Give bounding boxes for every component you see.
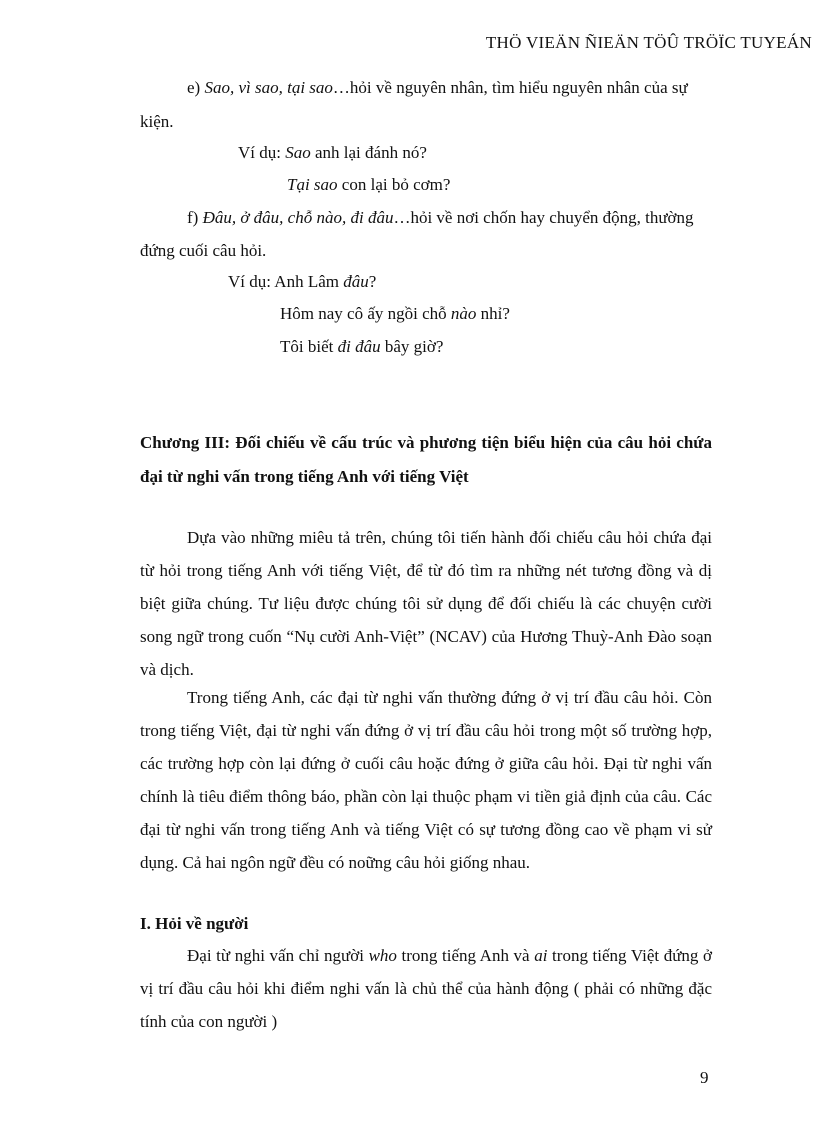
section-f-example-label: Ví dụ: bbox=[228, 272, 275, 291]
section-f-example-1-post: ? bbox=[368, 272, 377, 291]
section-f-example-3-post: bây giờ? bbox=[380, 337, 444, 356]
section-e-label: e) bbox=[187, 78, 205, 97]
section-e-example-1 bbox=[238, 142, 427, 164]
section-e-wrap: kiện. bbox=[140, 112, 174, 131]
section-f-example-2 bbox=[280, 303, 510, 325]
section-f-example-2-post: nhỉ? bbox=[476, 304, 510, 323]
section-1-mid: trong tiếng Anh và bbox=[396, 946, 535, 965]
chapter-heading: Chương III: Đối chiếu về cấu trúc và phương tiện biểu hiện của câu hỏi chứa đại từ nghi vấn trong tiếng Anh với tiếng Việt bbox=[140, 433, 712, 486]
section-1-heading: I. Hỏi về người bbox=[140, 914, 249, 933]
section-f-example-3-italic: đi đâu bbox=[337, 337, 381, 356]
section-f-example-1-italic: đâu bbox=[343, 272, 369, 291]
section-e-paragraph bbox=[140, 71, 712, 104]
section-e-example-1-rest: anh lại đánh nó? bbox=[310, 143, 427, 162]
section-e-example-2-italic: Tại sao bbox=[287, 175, 338, 194]
section-e-rest: …hỏi về nguyên nhân, tìm hiểu nguyên nhân của sự bbox=[332, 78, 688, 97]
section-1-post: trong tiếng Việt đứng ở vị trí đầu câu hỏi khi điểm nghi vấn là chủ thể của hành động ( phải có những đặc tính của con người ) bbox=[140, 946, 712, 1031]
section-f-wrap: đứng cuối câu hỏi. bbox=[140, 241, 267, 260]
section-e-words: Sao, vì sao, tại sao bbox=[204, 78, 333, 97]
paragraph-1: Dựa vào những miêu tả trên, chúng tôi tiến hành đối chiếu câu hỏi chứa đại từ hỏi trong tiếng Anh với tiếng Việt, để từ đó tìm ra những nét tương đồng và dị biệt giữa chúng. Tư liệu được chúng tôi sử dụng để đối chiếu là các chuyện cười song ngữ trong cuốn “Nụ cười Anh-Việt” (NCAV) của Hương Thuỳ-Anh Đào soạn và dịch. bbox=[140, 528, 712, 679]
section-f-example-2-pre: Hôm nay cô ấy ngồi chỗ bbox=[280, 304, 451, 323]
section-f-label: f) bbox=[187, 208, 203, 227]
section-f-words: Đâu, ở đâu, chỗ nào, đi đâu bbox=[202, 208, 394, 227]
section-e-example-1-italic: Sao bbox=[285, 143, 311, 162]
section-e-example-label: Ví dụ: bbox=[238, 143, 286, 162]
section-f-example-3-pre: Tôi biết bbox=[280, 337, 338, 356]
section-e-example-2-rest: con lại bỏ cơm? bbox=[337, 175, 451, 194]
paragraph-2: Trong tiếng Anh, các đại từ nghi vấn thường đứng ở vị trí đầu câu hỏi. Còn trong tiếng Việt, đại từ nghi vấn đứng ở vị trí đầu câu hỏi trong một số trường hợp, các trường hợp còn lại đứng ở cuối câu hoặc đứng ở giữa câu hỏi. Đại từ nghi vấn chính là tiêu điểm thông báo, phần còn lại thuộc phạm vi tiền giả định của câu. Các đại từ nghi vấn trong tiếng Anh và tiếng Việt có sự tương đồng cao về phạm vi sử dụng. Cả hai ngôn ngữ đều có noững câu hỏi giống nhau. bbox=[140, 688, 712, 872]
section-1-paragraph bbox=[140, 939, 712, 1038]
page-number: 9 bbox=[700, 1068, 709, 1087]
section-f-paragraph bbox=[140, 201, 712, 234]
section-1-who: who bbox=[368, 946, 397, 965]
section-f-example-3 bbox=[280, 336, 443, 358]
section-e-example-2 bbox=[287, 174, 450, 196]
section-f-example-1-pre: Anh Lâm bbox=[274, 272, 344, 291]
page-header: THÖ VIEÄN ÑIEÄN TÖÛ TRÖÏC TUYEÁN bbox=[485, 33, 812, 52]
section-f-example-2-italic: nào bbox=[450, 304, 477, 323]
section-1-pre: Đại từ nghi vấn chỉ người bbox=[187, 946, 369, 965]
section-1-ai: ai bbox=[534, 946, 548, 965]
section-f-rest: …hỏi về nơi chốn hay chuyển động, thường bbox=[393, 208, 694, 227]
section-f-example-1 bbox=[228, 271, 376, 293]
